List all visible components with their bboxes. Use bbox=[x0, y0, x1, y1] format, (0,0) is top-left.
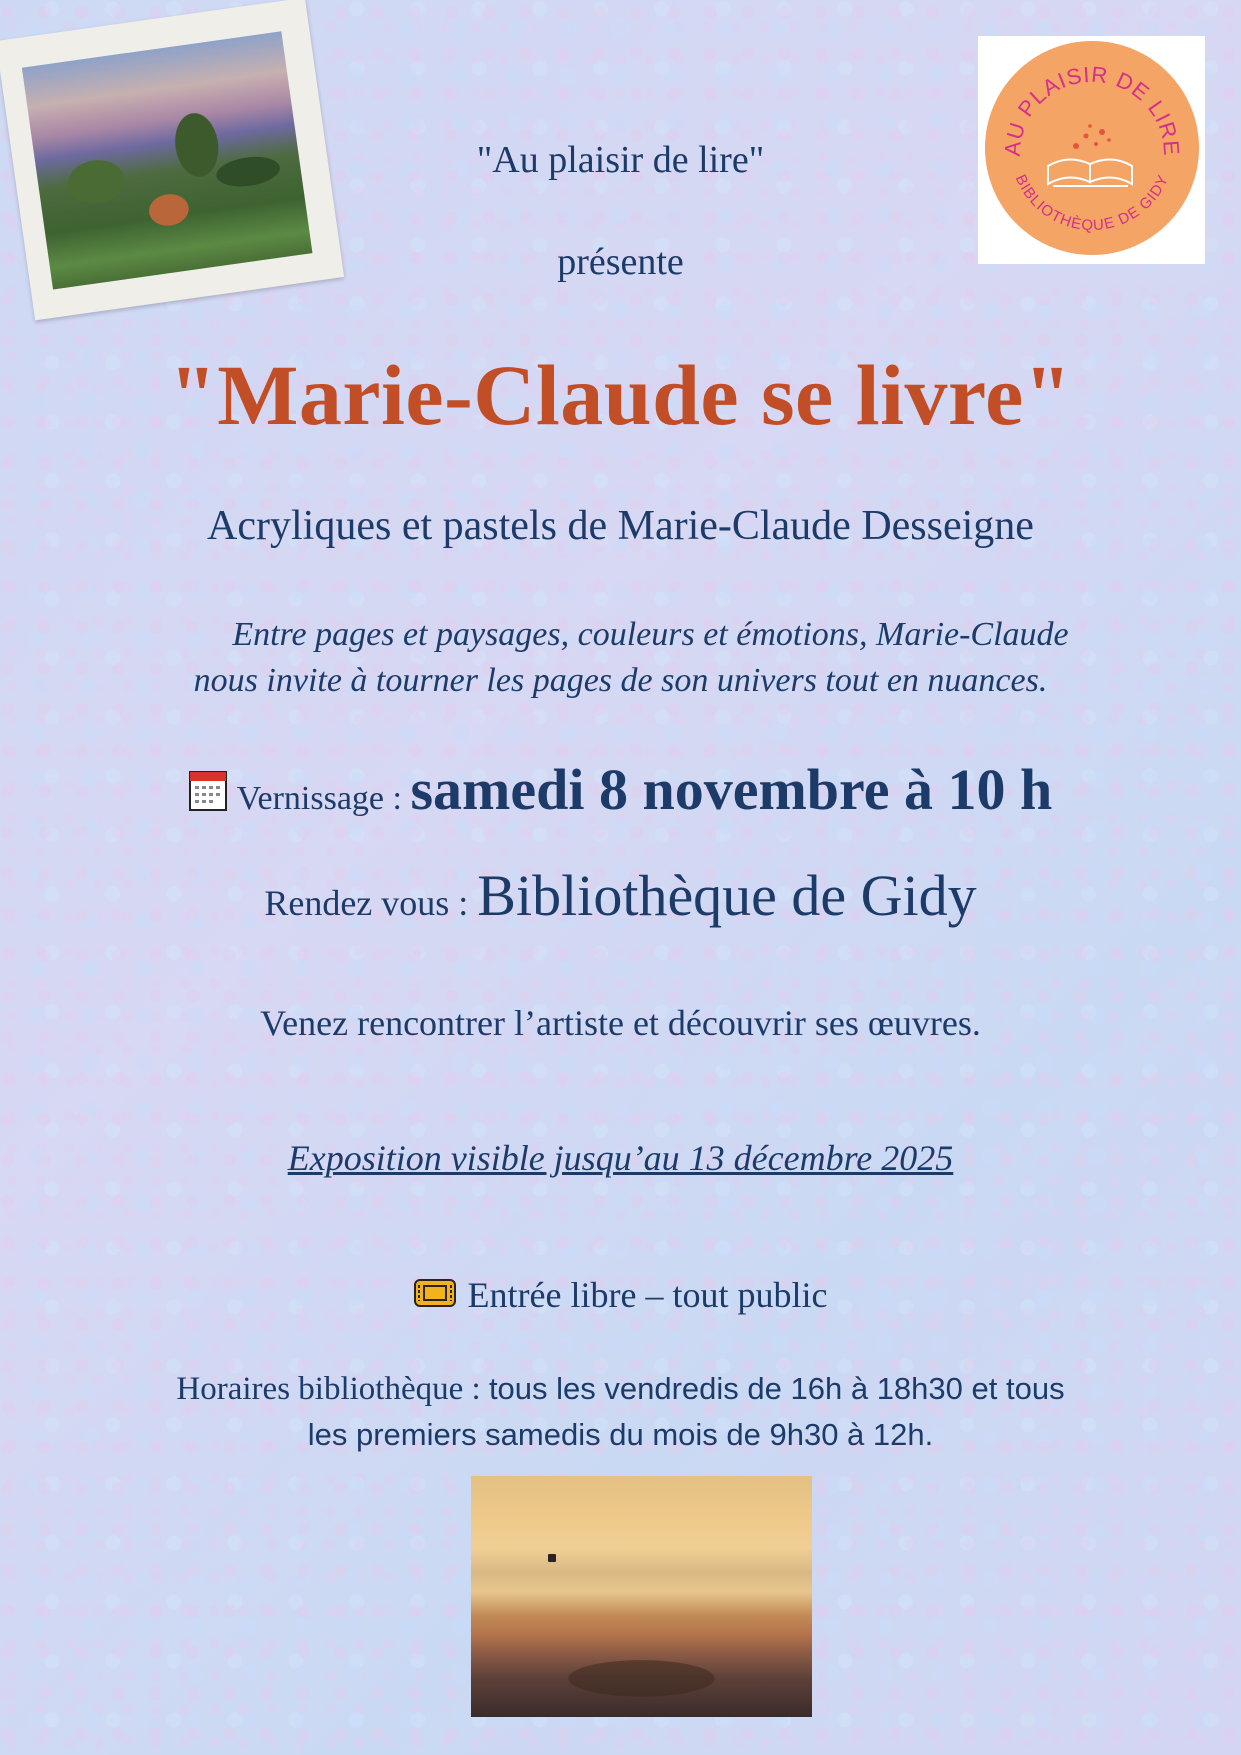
svg-text:AU PLAISIR DE LIRE: AU PLAISIR DE LIRE bbox=[999, 61, 1185, 157]
ticket-icon bbox=[414, 1274, 456, 1316]
vernissage-date: samedi 8 novembre à 10 h bbox=[410, 757, 1053, 822]
vernissage-label: Vernissage : bbox=[236, 780, 411, 817]
exposition-dates: Exposition visible jusqu’au 13 décembre 2025 bbox=[287, 1138, 954, 1178]
svg-text:BIBLIOTHÈQUE DE GIDY: BIBLIOTHÈQUE DE GIDY bbox=[1011, 172, 1173, 235]
rendezvous-place: Bibliothèque de Gidy bbox=[477, 863, 977, 928]
hours-label: Horaires bibliothèque : bbox=[176, 1371, 489, 1407]
presenter-name: "Au plaisir de lire" bbox=[476, 139, 765, 181]
invitation-text: Venez rencontrer l’artiste et découvrir ses œuvres. bbox=[260, 1003, 981, 1043]
opening-hours bbox=[0, 1366, 1241, 1458]
rendezvous-label: Rendez vous : bbox=[264, 883, 478, 923]
hours-line-2: les premiers samedis du mois de 9h30 à 12h. bbox=[307, 1417, 934, 1452]
sunset-painting-image bbox=[471, 1476, 812, 1717]
event-description bbox=[0, 612, 1241, 704]
event-subtitle: Acryliques et pastels de Marie-Claude Desseigne bbox=[207, 503, 1034, 549]
entry-info bbox=[0, 1274, 1241, 1320]
boat-silhouette bbox=[548, 1554, 556, 1562]
presents-label: présente bbox=[557, 241, 684, 283]
event-title: "Marie-Claude se livre" bbox=[168, 347, 1073, 443]
hours-line-1: tous les vendredis de 16h à 18h30 et tous bbox=[488, 1371, 1065, 1406]
rendezvous-line bbox=[0, 862, 1241, 929]
description-line-1: Entre pages et paysages, couleurs et émotions, Marie-Claude bbox=[232, 616, 1069, 653]
description-line-2: nous invite à tourner les pages de son univers tout en nuances. bbox=[193, 662, 1048, 699]
vernissage-line bbox=[0, 756, 1241, 826]
calendar-icon bbox=[189, 771, 227, 820]
entry-text: Entrée libre – tout public bbox=[467, 1275, 828, 1315]
